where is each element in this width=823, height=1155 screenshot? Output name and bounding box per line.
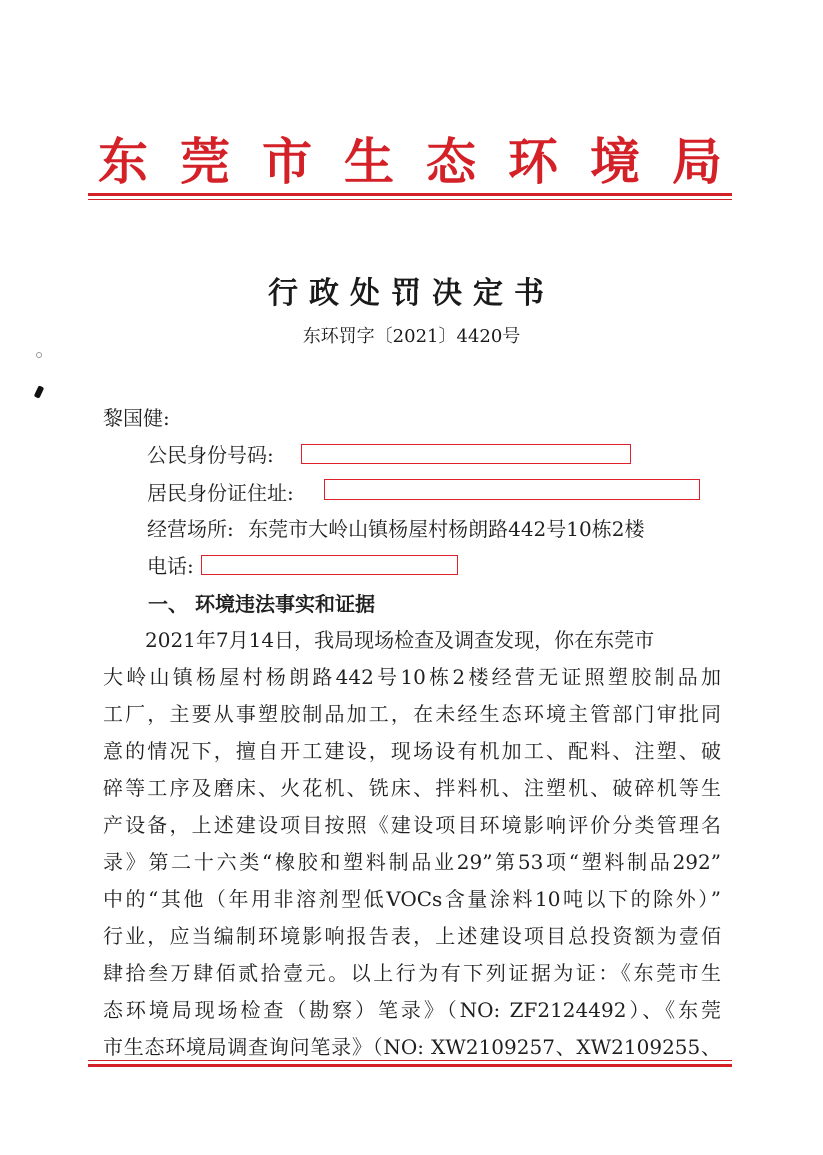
- paragraph-line: 2021年7月14日，我局现场检查及调查发现，你在东莞市: [145, 628, 655, 652]
- section-heading: 一、 环境违法事实和证据: [148, 592, 375, 616]
- footer-rule-thin: [88, 1060, 732, 1061]
- letterhead-rule-thick: [88, 193, 732, 196]
- letterhead-char: 环: [508, 133, 558, 191]
- document-title: 行政处罚决定书: [268, 276, 555, 311]
- business-label: 经营场所:: [147, 517, 234, 541]
- redacted-address: [324, 479, 700, 500]
- redacted-phone: [201, 555, 458, 575]
- letterhead-char: 态: [426, 133, 476, 191]
- letterhead-title: [90, 122, 730, 194]
- addressee: 黎国健:: [103, 406, 170, 430]
- paragraph-line: 肆拾叁万肆佰贰拾壹元。以上行为有下列证据为证：《东莞市生: [103, 961, 721, 985]
- phone-label: 电话:: [147, 554, 194, 578]
- paragraph-line: 录》第二十六类“橡胶和塑料制品业29”第53项“塑料制品292”: [103, 850, 721, 874]
- id-number-label: 公民身份号码:: [147, 443, 274, 467]
- paragraph-line: 碎等工序及磨床、火花机、铣床、拌料机、注塑机、破碎机等生: [103, 776, 721, 800]
- letterhead-char: 东: [98, 133, 148, 191]
- scan-speck: [36, 352, 42, 358]
- scan-mark: [34, 385, 45, 398]
- paragraph-line: 产设备，上述建设项目按照《建设项目环境影响评价分类管理名: [103, 813, 721, 837]
- document-number: 东环罚字〔2021〕4420号: [302, 326, 521, 347]
- business-address: 东莞市大岭山镇杨屋村杨朗路442号10栋2楼: [248, 517, 645, 541]
- letterhead-char: 局: [672, 133, 722, 191]
- paragraph-line: 行业，应当编制环境影响报告表，上述建设项目总投资额为壹佰: [103, 924, 721, 948]
- letterhead-char: 生: [344, 133, 394, 191]
- business-place: [147, 514, 644, 544]
- address-label: 居民身份证住址:: [147, 481, 294, 505]
- paragraph-line: 意的情况下，擅自开工建设，现场设有机加工、配料、注塑、破: [103, 739, 721, 763]
- footer-rule-thick: [88, 1064, 732, 1067]
- letterhead-char: 莞: [180, 133, 230, 191]
- letterhead-rule-thin: [88, 199, 732, 200]
- paragraph-line: 工厂，主要从事塑胶制品加工，在未经生态环境主管部门审批同: [103, 702, 721, 726]
- paragraph-line: 大岭山镇杨屋村杨朗路442号10栋2楼经营无证照塑胶制品加: [103, 665, 721, 689]
- letterhead-char: 市: [262, 133, 312, 191]
- letterhead-char: 境: [590, 133, 640, 191]
- paragraph-line: 中的“其他（年用非溶剂型低VOCs含量涂料10吨以下的除外）”: [103, 887, 721, 911]
- paragraph-line: 态环境局现场检查（勘察）笔录》（NO: ZF2124492）、《东莞: [103, 998, 721, 1022]
- paragraph-line: 市生态环境局调查询问笔录》（NO: XW2109257、XW2109255、: [103, 1035, 721, 1059]
- redacted-id-number: [301, 444, 631, 464]
